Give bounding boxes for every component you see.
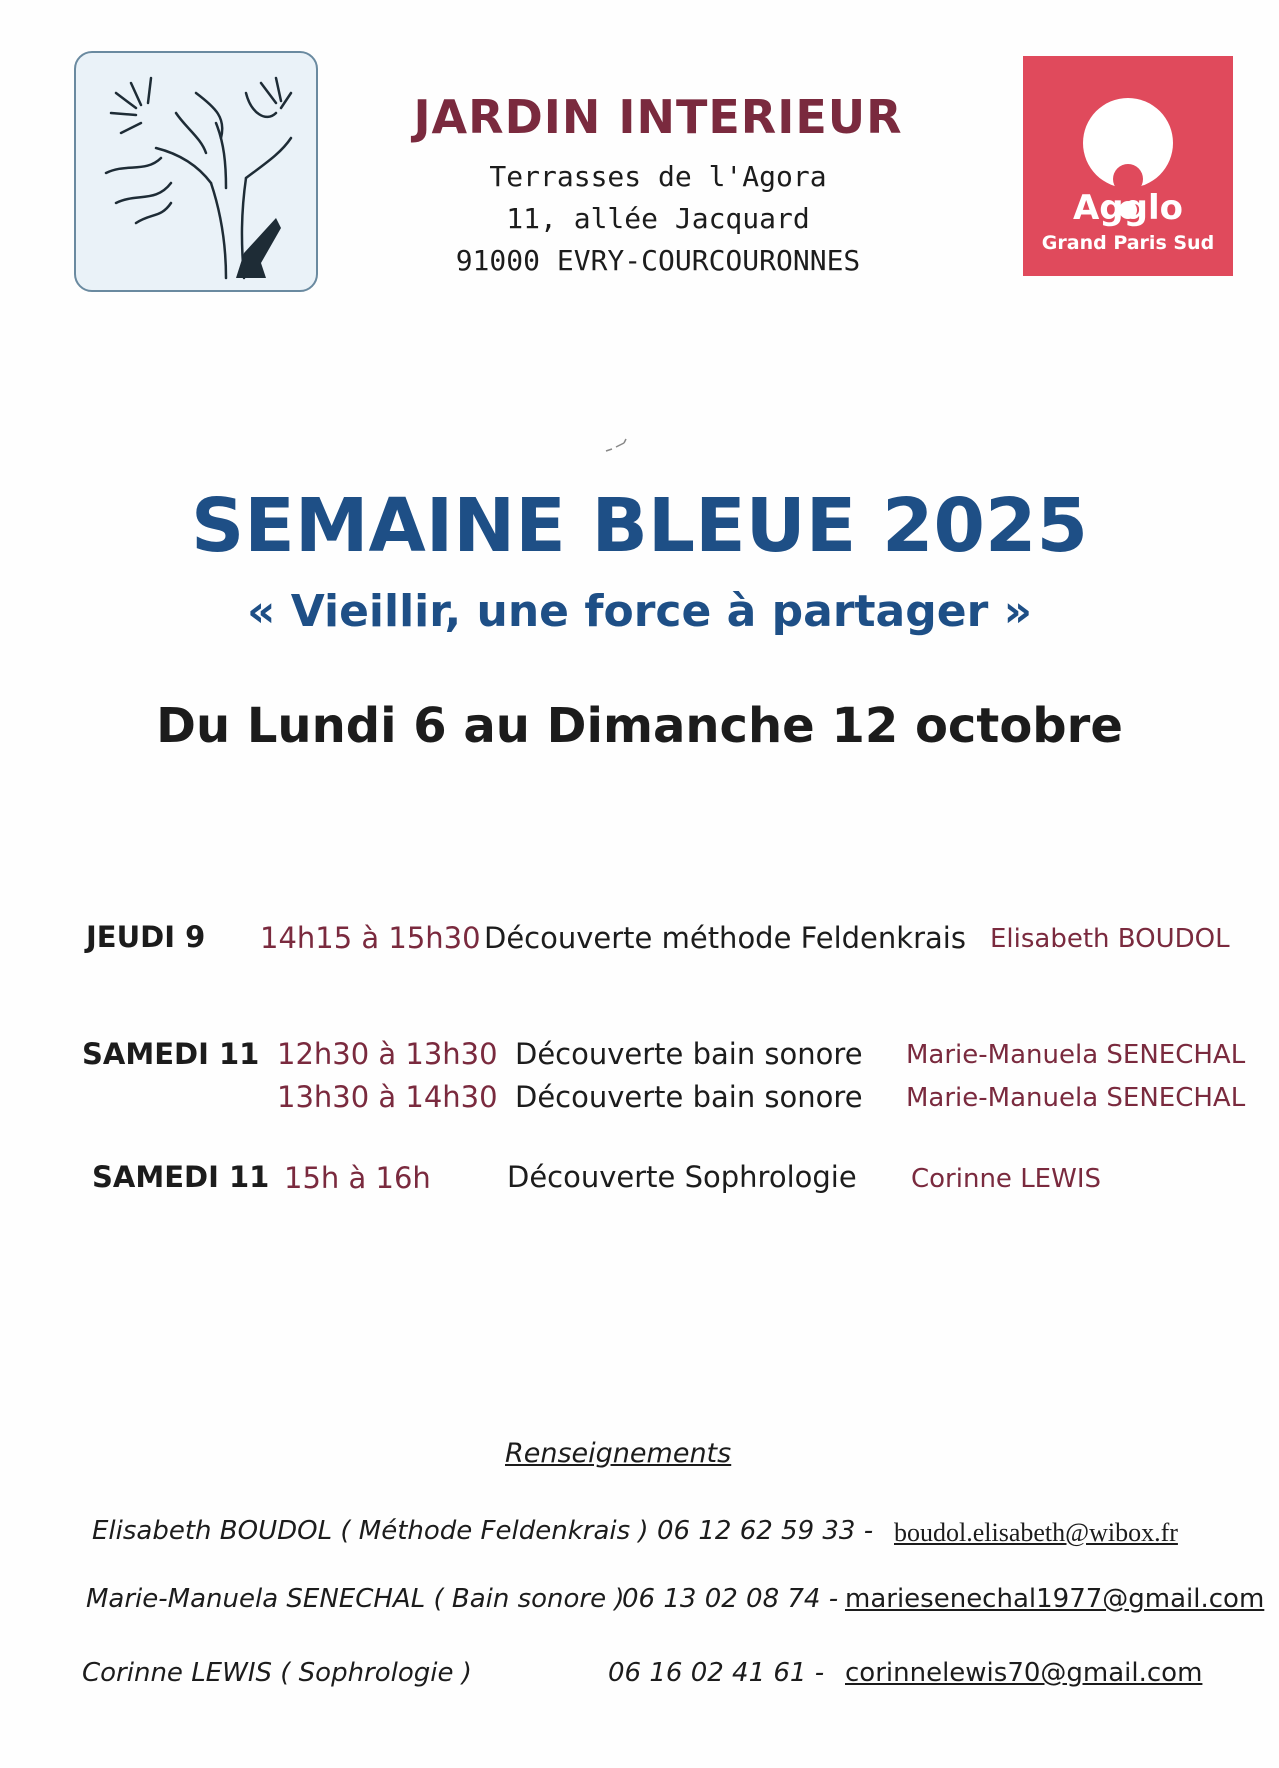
tree-illustration-icon [76, 53, 316, 290]
event-title: SEMAINE BLEUE 2025 [191, 483, 1088, 569]
scan-mark [604, 437, 630, 457]
schedule-host: Marie-Manuela SENECHAL [906, 1083, 1246, 1113]
contact-phone: 06 12 62 59 33 - [657, 1516, 874, 1546]
address-line-1: Terrasses de l'Agora [489, 160, 827, 193]
address-line-2: 11, allée Jacquard [506, 202, 810, 235]
agglo-brand-sub: Grand Paris Sud [1041, 232, 1215, 254]
agglo-brand: Agglo [1072, 188, 1183, 228]
schedule-time: 14h15 à 15h30 [260, 921, 481, 955]
event-tagline: « Vieillir, une force à partager » [246, 586, 1033, 637]
schedule-day: SAMEDI 11 [82, 1037, 260, 1071]
info-title: Renseignements [505, 1438, 732, 1469]
schedule-day: JEUDI 9 [86, 920, 206, 954]
schedule-host: Marie-Manuela SENECHAL [906, 1040, 1246, 1070]
contact-email-link[interactable]: mariesenechal1977@gmail.com [845, 1584, 1265, 1614]
jardin-interieur-logo [74, 51, 318, 292]
contact-name: Marie-Manuela SENECHAL ( Bain sonore ) [86, 1584, 625, 1614]
schedule-activity: Découverte Sophrologie [507, 1160, 857, 1194]
org-name: JARDIN INTERIEUR [413, 90, 903, 144]
event-dates: Du Lundi 6 au Dimanche 12 octobre [156, 698, 1123, 754]
schedule-time: 13h30 à 14h30 [277, 1080, 498, 1114]
contact-name: Elisabeth BOUDOL ( Méthode Feldenkrais ) [92, 1516, 649, 1546]
schedule-activity: Découverte méthode Feldenkrais [484, 921, 966, 955]
schedule-time: 12h30 à 13h30 [277, 1037, 498, 1071]
contact-email-link[interactable]: boudol.elisabeth@wibox.fr [894, 1518, 1178, 1547]
schedule-activity: Découverte bain sonore [515, 1080, 863, 1114]
schedule-activity: Découverte bain sonore [515, 1037, 863, 1071]
schedule-day: SAMEDI 11 [92, 1160, 270, 1194]
address-line-3: 91000 EVRY-COURCOURONNES [455, 244, 861, 277]
contact-email-link[interactable]: corinnelewis70@gmail.com [845, 1658, 1203, 1688]
contact-name: Corinne LEWIS ( Sophrologie ) [82, 1658, 472, 1688]
contact-phone: 06 16 02 41 61 - [608, 1658, 825, 1688]
schedule-host: Elisabeth BOUDOL [990, 924, 1230, 954]
contact-phone: 06 13 02 08 74 - [622, 1584, 839, 1614]
schedule-host: Corinne LEWIS [911, 1164, 1101, 1194]
schedule-time: 15h à 16h [284, 1161, 431, 1195]
agglo-grand-paris-sud-logo [1023, 56, 1233, 276]
